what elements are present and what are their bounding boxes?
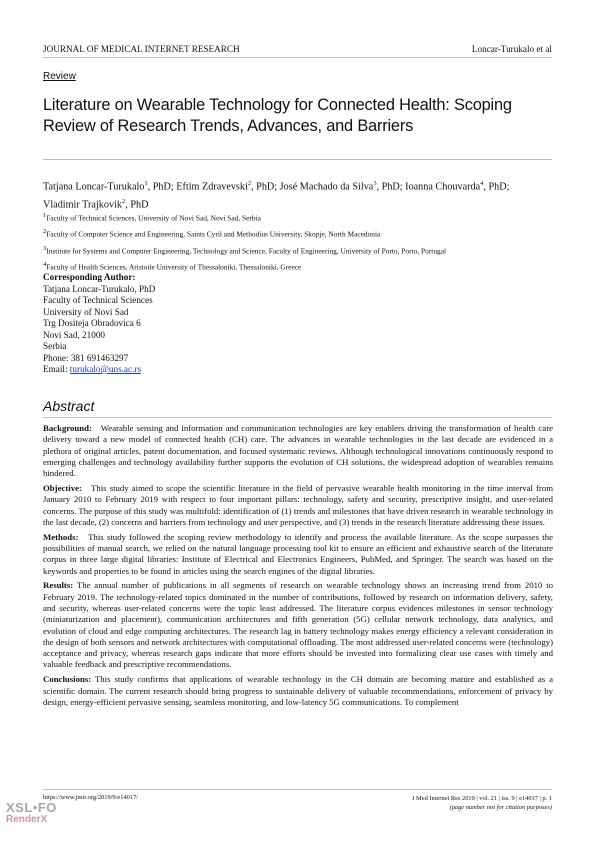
abstract-section-text: This study followed the scoping review methodology to identify and process the available literature. As the scope surpasses the possibilities of manual search, we relied on the natural language processing tool kit to ensure an efficient and exhaustive search of the literature corpus in three large digital libraries: Institute of Electrical and Electronics Engineers, PubMed, and Springer. The search was based on the keywords and properties to be found in articles using the search engines of the digital libraries. (43, 531, 553, 576)
corresponding-line: Faculty of Technical Sciences (43, 295, 153, 305)
author-affiliation-number: 3 (373, 180, 377, 187)
affiliation-text: Faculty of Health Sciences, Aristotle University of Thessaloniki, Thessaloniki, Greece (46, 262, 302, 272)
affiliation-item (43, 209, 553, 225)
footer-rule (43, 789, 552, 790)
affiliation-text: Institute for Systems and Computer Engineering, Technology and Science, Faculty of Engineering, University of Porto, Porto, Portugal (46, 246, 447, 256)
abstract-section-label: Methods: (43, 531, 79, 542)
corresponding-line: Tatjana Loncar-Turukalo, PhD (43, 283, 156, 294)
affiliation-item (43, 242, 553, 258)
author-name: José Machado da Silva (279, 181, 374, 193)
footer-citation (412, 794, 552, 812)
author-name: Eftim Zdravevski (176, 181, 248, 193)
author-degree: , PhD (125, 199, 149, 211)
corresponding-author-heading: Corresponding Author: (43, 272, 136, 282)
author-name: Tatjana Loncar-Turukalo (43, 181, 145, 193)
running-header (43, 44, 552, 54)
abstract-heading: Abstract (43, 398, 95, 414)
corresponding-line: Novi Sad, 21000 (43, 329, 106, 340)
email-label: Email: (43, 364, 68, 374)
watermark-line-1: XSL•FO (6, 800, 57, 815)
affiliation-number: 1 (43, 212, 47, 219)
affiliation-text: Faculty of Technical Sciences, University of Novi Sad, Novi Sad, Serbia (46, 213, 261, 223)
abstract-section-text: This study confirms that applications of wearable technology in the CH domain are becoming mature and established as a scientific domain. The current research should bring progress to sustainable delivery of valuable recommendations, enforcement of privacy by design, energy-efficient pervasive sensing, seamless monitoring, and low-latency 5G communications. To complement (43, 674, 554, 707)
author-affiliation-number: 2 (121, 198, 126, 206)
affiliation-item (43, 225, 553, 241)
footer-note: (page number not for citation purposes) (449, 804, 552, 811)
email-link[interactable]: turukalo@uns.ac.rs (69, 364, 142, 374)
abstract-section-label: Results: (43, 580, 74, 591)
author-degree: , PhD; (251, 181, 280, 193)
abstract-body (43, 423, 553, 712)
renderer-watermark (6, 800, 57, 825)
abstract-results (43, 580, 553, 670)
author-affiliation-number: 1 (144, 180, 148, 187)
affiliation-number: 2 (43, 228, 47, 236)
author-name: Vladimir Trajkovik (43, 199, 122, 211)
affiliation-list (43, 209, 553, 275)
section-label: Review (43, 71, 76, 82)
abstract-section-label: Conclusions: (43, 674, 92, 685)
watermark-line-2: RenderX (6, 814, 48, 825)
abstract-section-text: The annual number of publications in all segments of research on wearable technology shows an increasing trend from 2010 to February 2019. The technology-related topics dominated in the number of contributions, followed by research on information delivery, safety, and security, whereas user-related concerns were the topic least addressed. The literature corpus evidences milestones in sensor technology (miniaturization and placement), communication architectures and fifth generation (5G) cellular network technology, data analytics, and evolution of cloud and edge computing architectures. The research lag in battery technology makes energy efficiency a relevant consideration in the design of both sensors and network architectures with computational offloading. The most addressed user-related concerns were (technology) acceptance and privacy, whereas research gaps indicate that more efforts should be invested into formalizing clear use cases with timely and valuable feedback and prescriptive recommendations. (43, 580, 553, 670)
email-line (43, 364, 155, 376)
corresponding-line: University of Novi Sad (43, 306, 129, 317)
abstract-section-text: This study aimed to scope the scientific literature in the field of pervasive wearable health monitoring in the time interval from January 2010 to February 2019 with respect to four important pillars: technology, safety and security, prescriptive insight, and user-related concerns. The purpose of this study was multifold: identification of (1) trends and milestones that have driven research in wearable technology in the last decade, (2) concerns and barriers from technology and user perspective, and (3) trends in the research literature addressing these issues. (43, 482, 553, 527)
footer-citation-text: J Med Internet Res 2019 | vol. 21 | iss. 9 | e14017 | p. 1 (411, 795, 552, 802)
abstract-objective (43, 483, 553, 528)
footer-url: https://www.jmir.org/2019/9/e14017/ (43, 794, 138, 801)
corresponding-line: Trg Dositeja Obradovica 6 (43, 318, 141, 328)
affiliation-number: 3 (43, 244, 47, 252)
abstract-rule (43, 417, 552, 418)
article-title: Literature on Wearable Technology for Connected Health: Scoping Review of Research Trends, Advances, and Barriers (43, 96, 512, 135)
affiliation-number: 4 (43, 261, 47, 269)
title-rule (43, 159, 552, 160)
journal-name: JOURNAL OF MEDICAL INTERNET RESEARCH (43, 44, 240, 54)
abstract-section-text: Wearable sensing and information and communication technologies are key enablers driving the transformation of health care delivery toward a new model of connected health (CH) care. The advances in wearable technologies in the last decade are evidenced in a plethora of original articles, patent documentation, and focused systematic reviews. Although technological innovations continuously respond to emerging challenges and technology availability further supports the evolution of CH solutions, the widespread adoption of wearables remains hindered. (43, 423, 553, 479)
running-author: Loncar-Turukalo et al (471, 44, 552, 54)
abstract-background (43, 423, 553, 479)
author-name: Ioanna Chouvarda (405, 181, 481, 193)
corresponding-line: Serbia (43, 341, 67, 351)
corresponding-author-block (43, 272, 155, 376)
author-list (43, 176, 553, 213)
author-degree: , PhD; (483, 181, 510, 193)
author-affiliation-number: 4 (480, 180, 484, 187)
affiliation-text: Faculty of Computer Science and Engineering, Saints Cyril and Methodius University, Skopje, North Macedonia (46, 229, 381, 239)
abstract-section-label: Background: (43, 423, 92, 433)
author-affiliation-number: 2 (247, 180, 252, 187)
author-degree: , PhD; (147, 181, 177, 193)
header-rule (43, 57, 552, 58)
abstract-methods (43, 532, 553, 577)
corresponding-line: Phone: 381 691463297 (43, 352, 129, 363)
author-degree: , PhD; (376, 181, 406, 193)
abstract-conclusions (43, 674, 553, 708)
abstract-section-label: Objective: (43, 482, 82, 493)
